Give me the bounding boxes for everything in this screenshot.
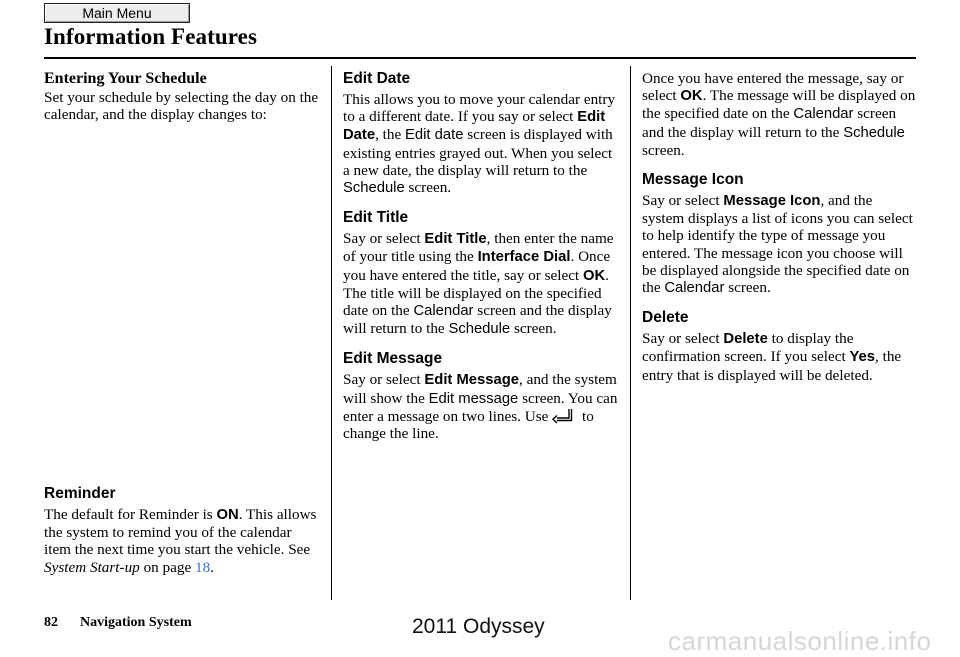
message-icon-heading: Message Icon (642, 171, 744, 189)
reminder-heading: Reminder (44, 485, 116, 502)
entering-schedule-text: Set your schedule by selecting the day on the calendar, and the display changes to: (44, 89, 319, 124)
edit-message-section (343, 350, 621, 442)
main-menu-button[interactable]: Main Menu (44, 3, 190, 23)
page-number: 82 (44, 615, 58, 630)
model-watermark: 2011 Odyssey (412, 615, 545, 638)
enter-key-icon (552, 408, 578, 424)
column-3 (642, 70, 917, 396)
edit-title-heading: Edit Title (343, 209, 409, 227)
page-18-link[interactable]: 18 (195, 558, 211, 576)
message-icon-text: Say or select Message Icon, and the system displays a list of icons you can select to help identify the type of message you entered. The message icon you choose will be displayed alongside the specified date on the Calendar screen. (642, 192, 913, 297)
edit-date-section (343, 70, 621, 197)
column-divider-2 (630, 66, 631, 600)
edit-date-heading: Edit Date (343, 70, 411, 87)
edit-message-heading: Edit Message (343, 350, 443, 368)
title-divider (44, 57, 916, 59)
delete-section (642, 309, 917, 384)
edit-title-text: Say or select Edit Title, then enter the name of your title using the Interface Dial. Once you have entered the title, say or select OK. The title will be displayed on the specified date on the Calendar screen and the display will return to the Schedule screen. (343, 230, 614, 338)
site-watermark: carmanualsonline.info (668, 626, 932, 656)
system-startup-ref: System Start-up (44, 558, 140, 576)
delete-heading: Delete (642, 309, 689, 327)
column-divider-1 (331, 66, 332, 600)
column-1 (44, 70, 322, 123)
column-2 (343, 70, 621, 454)
edit-title-section (343, 209, 621, 338)
entering-schedule-heading: Entering Your Schedule (44, 70, 207, 87)
reminder-text: The default for Reminder is ON. This allows the system to remind you of the calendar item the next time you start the vehicle. See System Start-up on page 18. (44, 506, 317, 576)
message-confirm-text: Once you have entered the message, say or select OK. The message will be displayed on the specified date on the Calendar screen and the display will return to the Schedule screen. (642, 70, 916, 159)
delete-text: Say or select Delete to display the confirmation screen. If you select Yes, the entry that is displayed will be deleted. (642, 330, 902, 384)
message-icon-section (642, 171, 917, 297)
page-title: Information Features (44, 24, 258, 49)
footer-nav-label: Navigation System (80, 615, 192, 630)
edit-message-text: Say or select Edit Message, and the system will show the Edit message screen. You can enter a message on two lines. Use to change the line. (343, 371, 618, 443)
edit-date-text: This allows you to move your calendar entry to a different date. If you say or select Edit Date, the Edit date screen is displayed with existing entries grayed out. When you select a new date, the display will return to the Schedule screen. (343, 91, 616, 197)
message-confirm-section (642, 70, 917, 159)
reminder-section (44, 485, 322, 576)
